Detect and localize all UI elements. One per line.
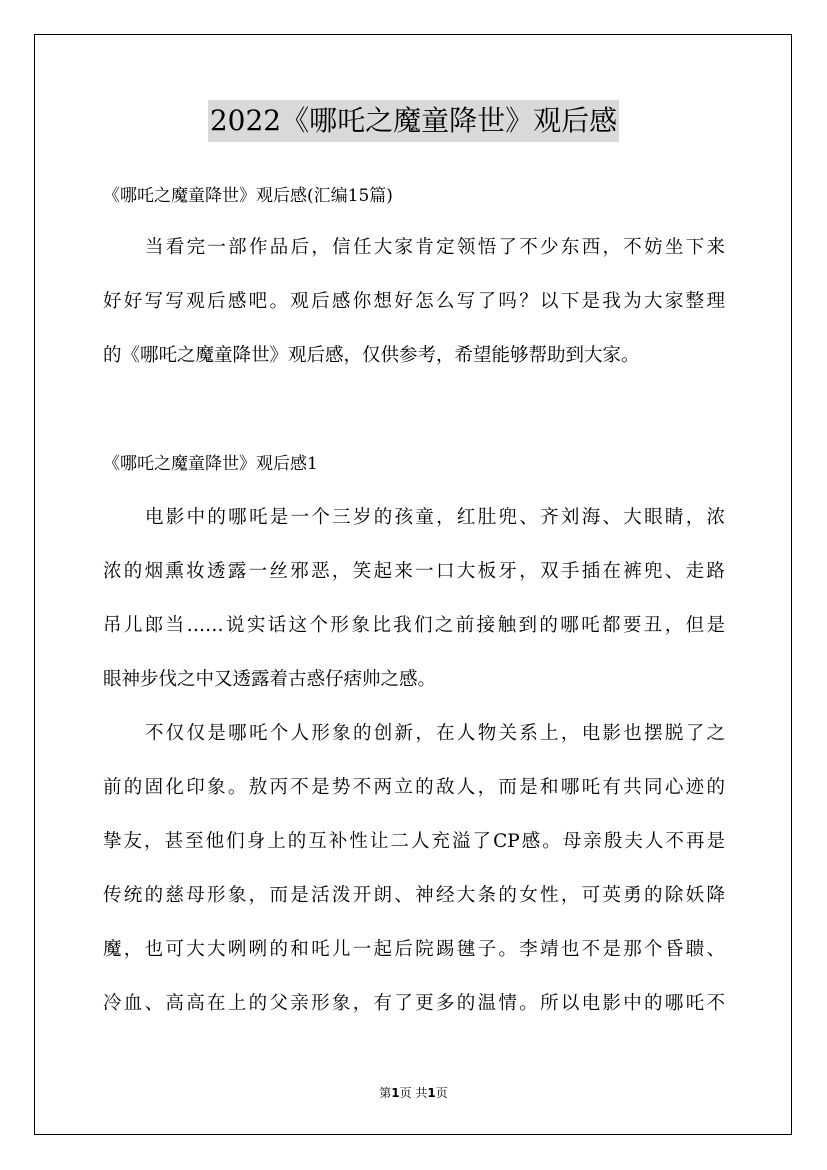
document-title: 2022《哪吒之魔童降世》观后感 <box>208 100 619 142</box>
document-subtitle: 《哪吒之魔童降世》观后感(汇编15篇) <box>103 186 393 206</box>
section-heading: 《哪吒之魔童降世》观后感1 <box>103 454 318 474</box>
para1-line-1: 电影中的哪吒是一个三岁的孩童，红肚兜、齐刘海、大眼睛，浓 <box>145 507 725 528</box>
para2-line-4: 传统的慈母形象，而是活泼开朗、神经大条的女性，可英勇的除妖降 <box>103 885 725 906</box>
para2-line-1: 不仅仅是哪吒个人形象的创新，在人物关系上，电影也摆脱了之 <box>145 723 725 744</box>
intro-line-2: 好好写写观后感吧。观后感你想好怎么写了吗？以下是我为大家整理 <box>103 291 725 312</box>
para2-line-2: 前的固化印象。敖丙不是势不两立的敌人，而是和哪吒有共同心迹的 <box>103 777 725 798</box>
footer-mid: 页 共 <box>399 1086 428 1100</box>
intro-line-3: 的《哪吒之魔童降世》观后感，仅供参考，希望能够帮助到大家。 <box>103 345 640 366</box>
footer-page-number: 1 <box>391 1086 400 1100</box>
para2-line-6: 冷血、高高在上的父亲形象，有了更多的温情。所以电影中的哪吒不 <box>103 993 725 1014</box>
para1-line-2: 浓的烟熏妆透露一丝邪恶，笑起来一口大板牙，双手插在裤兜、走路 <box>103 561 725 582</box>
page-footer <box>0 1084 827 1101</box>
footer-prefix: 第 <box>379 1086 392 1100</box>
para1-line-3: 吊儿郎当……说实话这个形象比我们之前接触到的哪吒都要丑，但是 <box>103 615 725 636</box>
title-container <box>0 100 827 142</box>
footer-page-total: 1 <box>427 1086 436 1100</box>
para2-line-3: 挚友，甚至他们身上的互补性让二人充溢了CP感。母亲殷夫人不再是 <box>103 831 725 852</box>
para1-line-4: 眼神步伐之中又透露着古惑仔痞帅之感。 <box>103 669 437 690</box>
intro-line-1: 当看完一部作品后，信任大家肯定领悟了不少东西，不妨坐下来 <box>145 237 725 258</box>
para2-line-5: 魔，也可大大咧咧的和吒儿一起后院踢毽子。李靖也不是那个昏聩、 <box>103 939 725 960</box>
footer-suffix: 页 <box>435 1086 448 1100</box>
